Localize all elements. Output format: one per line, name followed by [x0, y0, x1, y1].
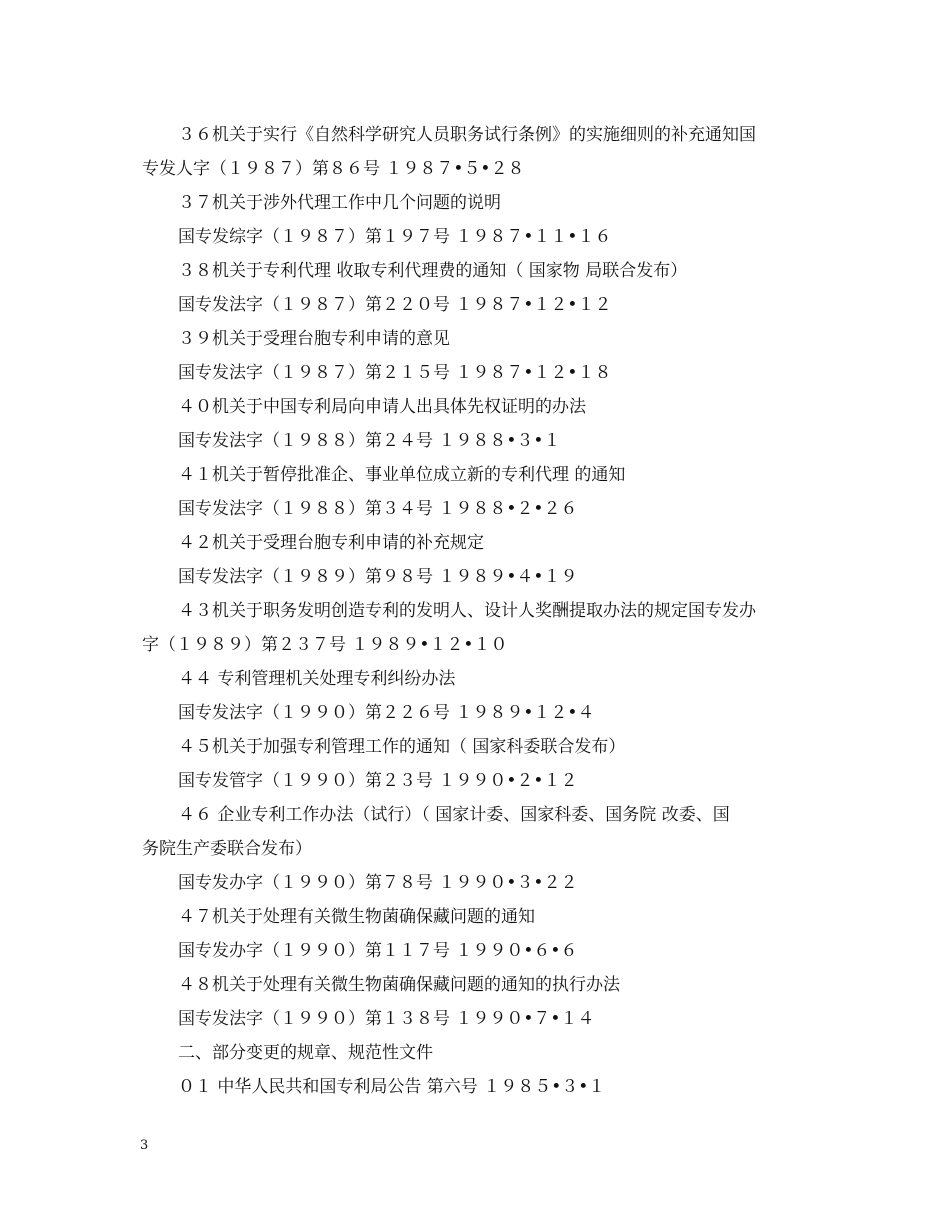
text-line: ４４ 专利管理机关处理专利纠纷办法: [178, 669, 456, 689]
text-line: ３９机关于受理台胞专利申请的意见: [178, 329, 450, 349]
text-line: 字（１９８９）第２３７号 １９８９•１２•１０: [142, 635, 508, 655]
text-line: ４５机关于加强专利管理工作的通知（ 国家科委联合发布）: [178, 737, 626, 757]
text-line: 国专发管字（１９９０）第２３号 １９９０•２•１２: [178, 771, 578, 791]
text-line: ４８机关于处理有关微生物菌确保藏问题的通知的执行办法: [178, 975, 620, 995]
page-number: 3: [140, 1138, 149, 1153]
text-line: ４２机关于受理台胞专利申请的补充规定: [178, 533, 484, 553]
text-line: ３８机关于专利代理 收取专利代理费的通知（ 国家物 局联合发布）: [178, 261, 688, 281]
text-line: 国专发法字（１９８８）第３４号 １９８８•２•２６: [178, 499, 578, 519]
text-line: 专发人字（１９８７）第８６号 １９８７•５•２８: [142, 159, 525, 179]
text-line: 国专发法字（１９８７）第２１５号 １９８７•１２•１８: [178, 363, 612, 383]
text-line: 国专发办字（１９９０）第１１７号 １９９０•６•６: [178, 941, 578, 961]
text-line: 国专发法字（１９８９）第９８号 １９８９•４•１９: [178, 567, 578, 587]
text-line: ４１机关于暂停批准企、事业单位成立新的专利代理 的通知: [178, 465, 626, 485]
text-line: 国专发办字（１９９０）第７８号 １９９０•３•２２: [178, 873, 578, 893]
text-line: ０１ 中华人民共和国专利局公告 第六号 １９８５•３•１: [178, 1077, 606, 1097]
text-line: ４３机关于职务发明创造专利的发明人、设计人奖酬提取办法的规定国专发办: [178, 601, 756, 621]
text-line: 国专发综字（１９８７）第１９７号 １９８７•１１•１６: [178, 227, 612, 247]
text-line: 务院生产委联合发布）: [142, 839, 312, 859]
text-line: 国专发法字（１９９０）第１３８号 １９９０•７•１４: [178, 1009, 595, 1029]
text-line: 国专发法字（１９８７）第２２０号 １９８７•１２•１２: [178, 295, 612, 315]
text-line: ４０机关于中国专利局向申请人出具体先权证明的办法: [178, 397, 586, 417]
text-line: ３７机关于涉外代理工作中几个问题的说明: [178, 193, 501, 213]
text-line: 国专发法字（１９９０）第２２６号 １９８９•１２•４: [178, 703, 595, 723]
text-line: ４７机关于处理有关微生物菌确保藏问题的通知: [178, 907, 535, 927]
text-line: ４６ 企业专利工作办法（试行）（ 国家计委、国家科委、国务院 改委、国: [178, 805, 730, 825]
document-body: [142, 118, 822, 1104]
text-line: 国专发法字（１９８８）第２４号 １９８８•３•１: [178, 431, 561, 451]
text-line: 二、部分变更的规章、规范性文件: [178, 1043, 433, 1063]
text-line: ３６机关于实行《自然科学研究人员职务试行条例》的实施细则的补充通知国: [178, 125, 756, 145]
